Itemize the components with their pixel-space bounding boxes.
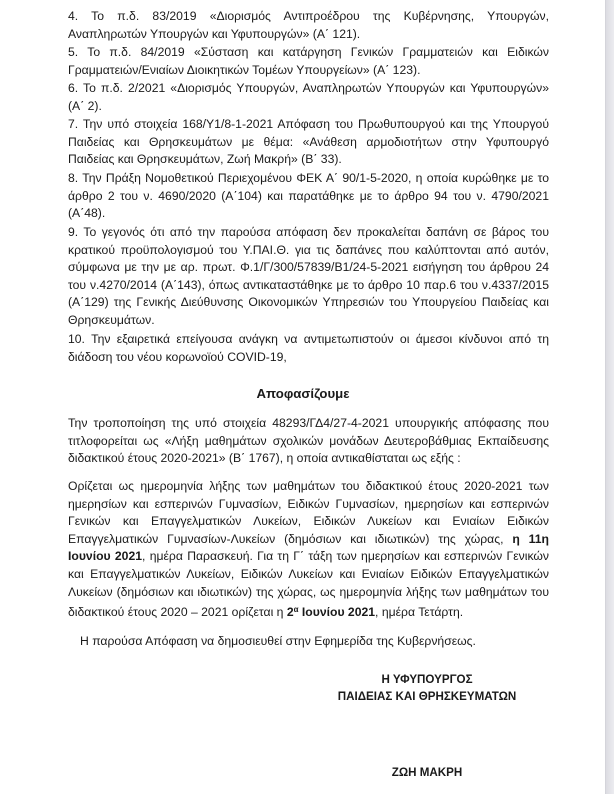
page-edge-border [605,0,614,794]
list-item-5: 5. Το π.δ. 84/2019 «Σύσταση και κατάργηση Γενικών Γραμματειών και Ειδικών Γραμματειών/Ενιαίων Διοικητικών Τομέων Υπουργείων» (Α΄ 123). [68,45,549,77]
signature-title-line1: Η ΥΦΥΠΟΥΡΓΟΣ [381,673,473,686]
list-item-8: 8. Την Πράξη Νομοθετικού Περιεχομένου ΦΕΚ Α΄ 90/1-5-2020, η οποία κυρώθηκε με το άρθρο 2 του ν. 4690/2020 (Α΄104) και παρατάθηκε με το άρθρο 94 του ν. 4790/2021 (Α΄48). [68,171,550,221]
decision-heading: Αποφασίζουμε [256,386,350,401]
list-item-4: 4. Το π.δ. 83/2019 «Διορισμός Αντιπροέδρου της Κυβέρνησης, Υπουργών, Αναπληρωτών Υπουργών και Υφυπουργών» (Α΄ 121). [68,9,550,41]
amendment-paragraph: Την τροποποίηση της υπό στοιχεία 48293/ΓΔ4/27-4-2021 υπουργικής απόφασης που τιτλοφορείται ως «Λήξη μαθημάτων σχολικών μονάδων Δευτεροβάθμιας Εκπαίδευσης διδακτικού έτους 2020-2021» (Β΄ 1767), η οποία αντικαθίσταται ως εξής : [68,416,549,466]
signature-title-line2: ΠΑΙΔΕΙΑΣ ΚΑΙ ΘΡΗΣΚΕΥΜΑΤΩΝ [337,690,517,703]
signatory-name: ΖΩΗ ΜΑΚΡΗ [391,766,463,779]
end-date-general: η 11η Ιουνίου 2021 [68,531,549,564]
list-item-9: 9. Το γεγονός ότι από την παρούσα απόφαση δεν προκαλείται δαπάνη σε βάρος του κρατικού προϋπολογισμού του Υ.ΠΑΙ.Θ. για τις δαπάνες που καλύπτονται από αυτόν, σύμφωνα με την με αρ. πρωτ. Φ.1/Γ/300/57839/Β1/24-5-2021 εισήγηση του άρθρου 24 του ν.4270/2014 (Α΄143), όπως αντικαταστάθηκε με το άρθρο 10 παρ.6 του ν.4337/2015 (Α΄129) της Γενικής Διεύθυνσης Οικονομικών Υπηρεσιών του Υπουργείου Παιδείας και Θρησκευμάτων. [68,225,549,327]
list-item-6: 6. Το π.δ. 2/2021 «Διορισμός Υπουργών, Αναπληρωτών Υπουργών και Υφυπουργών» (Α΄ 2). [68,81,549,113]
decision-paragraph: Ορίζεται ως ημερομηνία λήξης των μαθημάτων του διδακτικού έτους 2020-2021 των ημερησίων και εσπερινών Γυμνασίων, Ειδικών Γυμνασίων, ημερησίων και εσπερινών Γενικών και Επαγγελματικών Λυκείων, Ειδικών Λυκείων και Ενιαίων Ειδικών Επαγγελματικών Γυμνασίων-Λυκείων (δημόσιων και ιδιωτικών) της χώρας, η 11η Ιουνίου 2021, ημέρα Παρασκευή. Για τη Γ΄ τάξη των ημερησίων και εσπερινών Γενικών και Επαγγελματικών Λυκείων, Ειδικών Λυκείων και Ενιαίων Ειδικών Επαγγελματικών Λυκείων (δημόσιων και ιδιωτικών) της χώρας, ως ημερομηνία λήξης των μαθημάτων του διδακτικού έτους 2020 – 2021 ορίζεται η $2^\alpha$ Ιουνίου 2021, ημέρα Τετάρτη. [68,479,550,620]
list-item-7: 7. Την υπό στοιχεία 168/Υ1/8-1-2021 Απόφαση του Πρωθυπουργού και της Υπουργού Παιδείας και Θρησκευμάτων με θέμα: «Ανάθεση αρμοδιοτήτων στην Υφυπουργό Παιδείας και Θρησκευμάτων, Ζωή Μακρή» (Β΄ 33). [68,117,549,167]
list-item-10: 10. Την εξαιρετικά επείγουσα ανάγκη να αντιμετωπιστούν οι άμεσοι κίνδυνοι από τη διάδοση του νέου κορωνοϊού COVID-19, [68,332,549,364]
end-date-third-grade: $2^\alpha$ Ιουνίου 2021 [286,605,376,620]
publication-statement: Η παρούσα Απόφαση να δημοσιευθεί στην Εφημερίδα της Κυβερνήσεως. [80,634,476,648]
